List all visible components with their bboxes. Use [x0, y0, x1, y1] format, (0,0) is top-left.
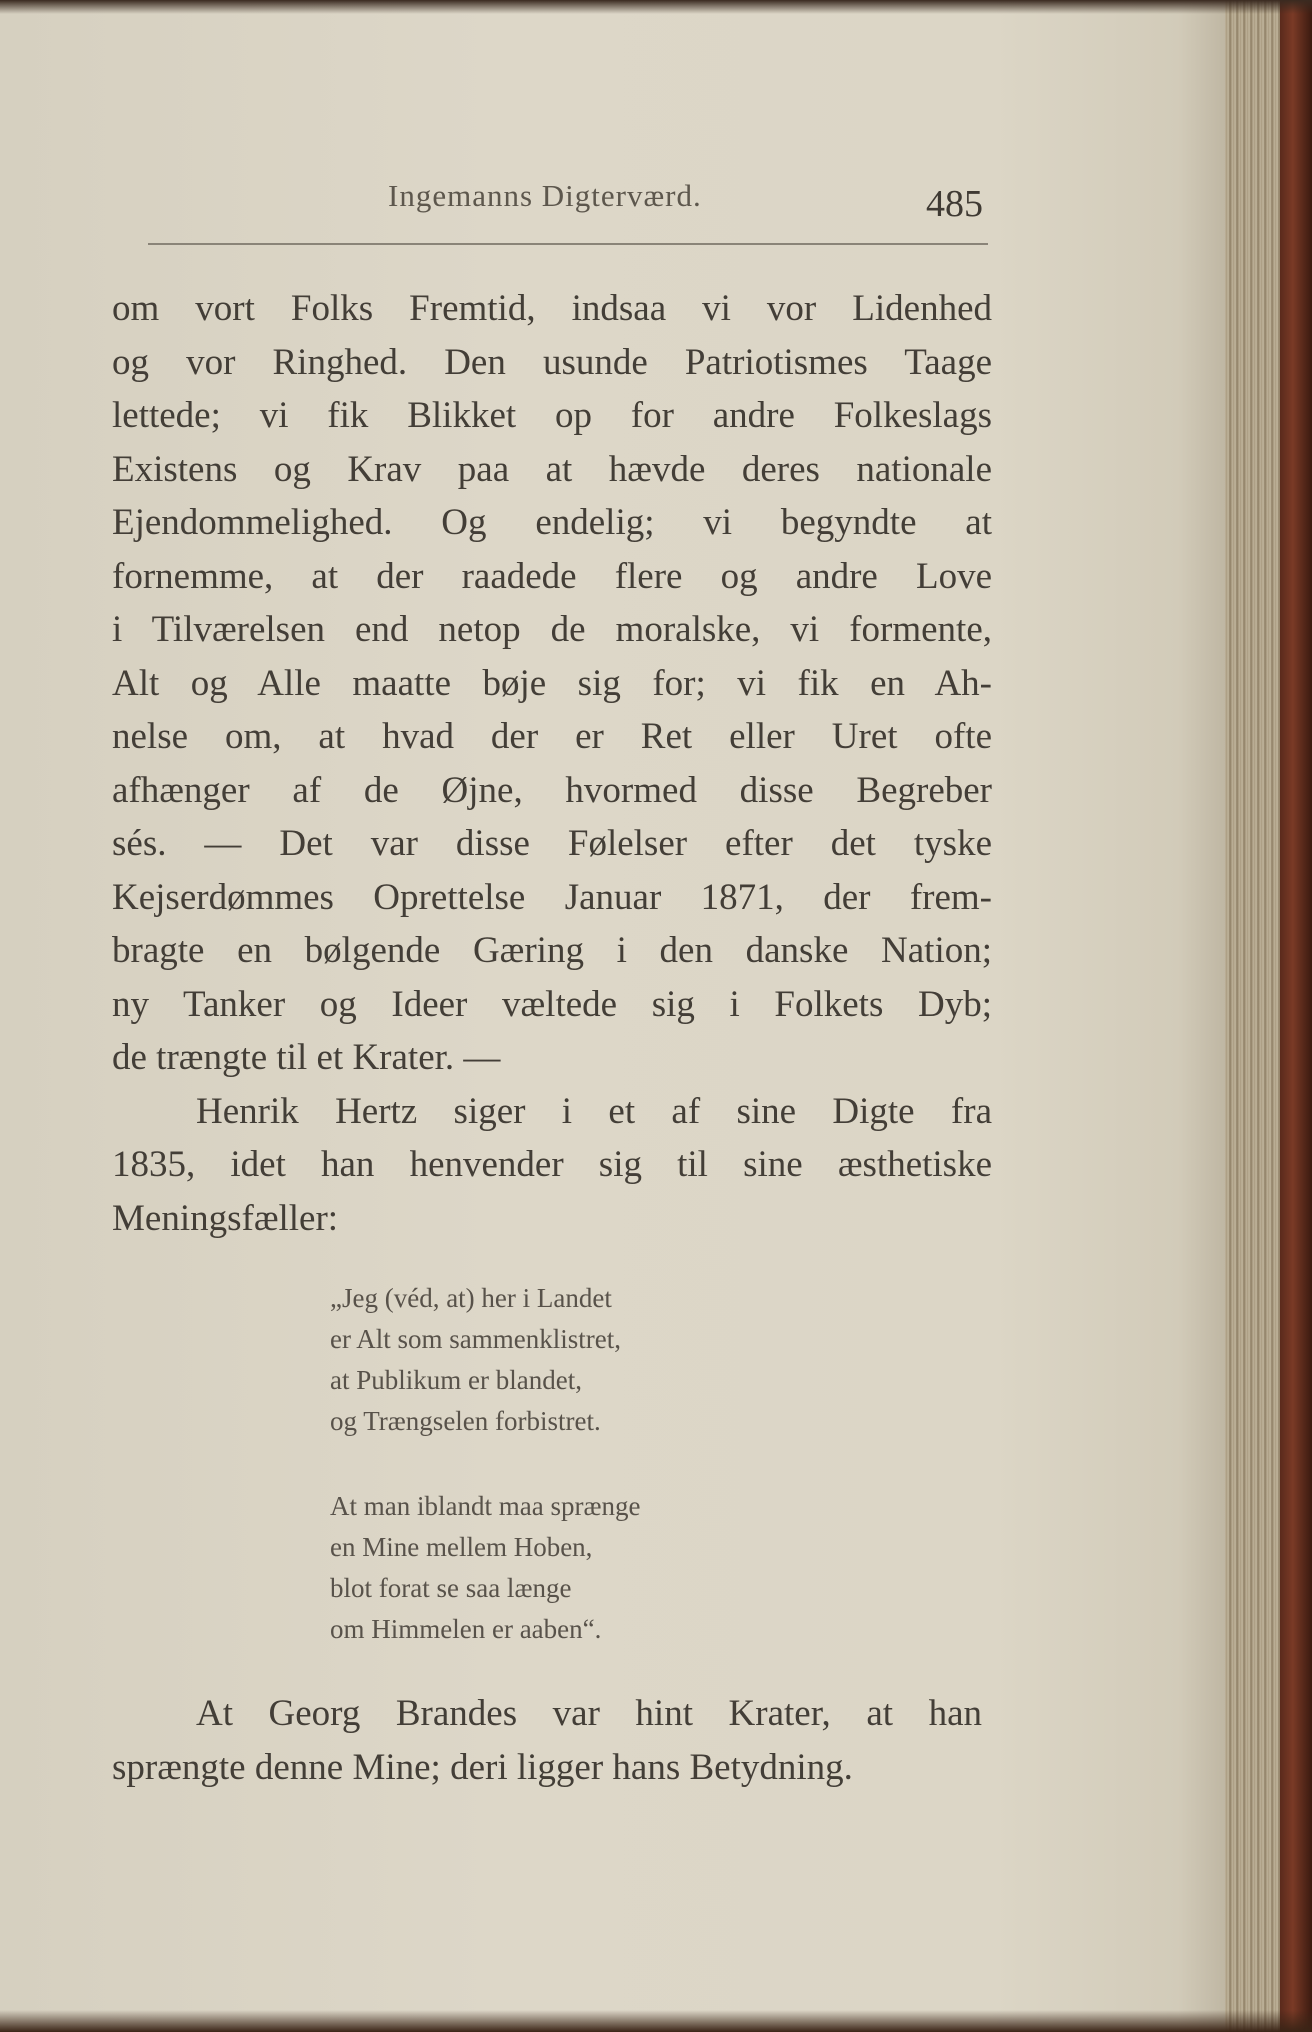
- text-line: Kejserdømmes Oprettelse Januar 1871, der frem-: [112, 876, 992, 918]
- text-line: sprængte denne Mine; deri ligger hans Betydning.: [112, 1746, 853, 1788]
- text-line: sés. — Det var disse Følelser efter det tyske: [112, 823, 992, 864]
- header-rule: [148, 243, 988, 245]
- poem-line: og Trængselen forbistret.: [330, 1406, 601, 1436]
- text-line: lettede; vi fik Blikket op for andre Folkeslags: [112, 395, 992, 436]
- text-line: de trængte til et Krater. —: [112, 1037, 501, 1078]
- text-line: om vort Folks Fremtid, indsaa vi vor Lidenhed: [112, 288, 992, 329]
- text-line: Ejendommelighed. Og endelig; vi begyndte at: [112, 502, 992, 543]
- running-head: Ingemanns Digterværd.: [388, 178, 702, 213]
- poem-line: „Jeg (véd, at) her i Landet: [330, 1283, 612, 1313]
- text-line: i Tilværelsen end netop de moralske, vi formente,: [112, 609, 992, 650]
- poem-stanza-1: [330, 1278, 810, 1442]
- text-line: At Georg Brandes var hint Krater, at han: [196, 1693, 982, 1734]
- text-line: bragte en bølgende Gæring i den danske Nation;: [112, 930, 992, 971]
- text-line: Meningsfæller:: [112, 1197, 339, 1239]
- poem-line: At man iblandt maa sprænge: [330, 1491, 641, 1521]
- poem-line: at Publikum er blandet,: [330, 1365, 582, 1395]
- text-line: 1835, idet han henvender sig til sine æsthetiske: [112, 1144, 992, 1185]
- text-line: nelse om, at hvad der er Ret eller Uret ofte: [112, 716, 992, 757]
- text-line: afhænger af de Øjne, hvormed disse Begreber: [112, 769, 992, 811]
- book-cover-edge: [1280, 0, 1312, 2032]
- bottom-shadow: [0, 2010, 1312, 2032]
- poem-line: om Himmelen er aaben“.: [330, 1614, 602, 1644]
- poem-line: er Alt som sammenklistret,: [330, 1324, 621, 1354]
- body-text: [112, 282, 992, 1245]
- text-line: Alt og Alle maatte bøje sig for; vi fik en Ah-: [112, 662, 992, 704]
- text-line: fornemme, at der raadede flere og andre Love: [112, 555, 992, 597]
- poem-line: blot forat se saa længe: [330, 1573, 572, 1603]
- top-shadow: [0, 0, 1312, 14]
- poem-stanza-2: [330, 1486, 810, 1650]
- text-line: og vor Ringhed. Den usunde Patriotismes Taage: [112, 341, 992, 383]
- text-line: Existens og Krav paa at hævde deres nationale: [112, 448, 992, 490]
- text-line: ny Tanker og Ideer væltede sig i Folkets Dyb;: [112, 983, 992, 1025]
- page-number: 485: [926, 183, 983, 225]
- closing-paragraph: [112, 1686, 982, 1793]
- text-line: Henrik Hertz siger i et af sine Digte fra: [196, 1090, 992, 1132]
- poem-line: en Mine mellem Hoben,: [330, 1532, 593, 1562]
